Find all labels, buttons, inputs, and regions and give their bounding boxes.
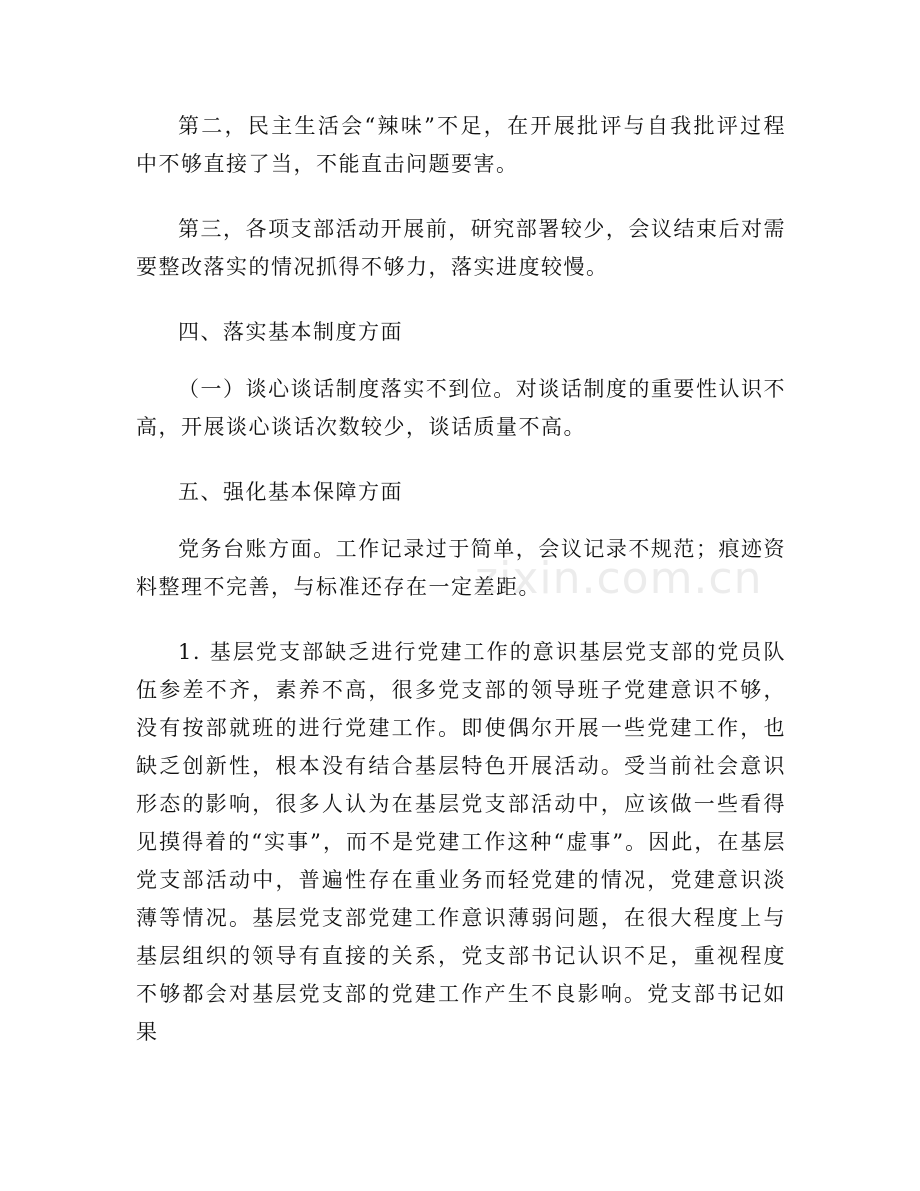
paragraph-point-one: 1. 基层党支部缺乏进行党建工作的意识基层党支部的党员队伍参差不齐，素养不高，很多党支部的领导班子党建意识不够，没有按部就班的进行党建工作。即使偶尔开展一些党建工作，也缺乏创新性，根本没有结合基层特色开展活动。受当前社会意识形态的影响，很多人认为在基层党支部活动中，应该做一些看得见摸得着的“实事”，而不是党建工作这种“虚事”。因此，在基层党支部活动中，普遍性存在重业务而轻党建的情况，党建意识淡薄等情况。基层党支部党建工作意识薄弱问题，在很大程度上与基层组织的领导有直接的关系，党支部书记认识不足，重视程度不够都会对基层党支部的党建工作产生不良影响。党支部书记如果 — [136, 640, 786, 1044]
paragraph-party-ledger: 党务台账方面。工作记录过于简单，会议记录不规范；痕迹资料整理不完善，与标准还存在一定差距。 — [136, 537, 786, 599]
section-heading-basic-guarantee: 五、强化基本保障方面 — [178, 480, 403, 504]
paragraph-third-point: 第三，各项支部活动开展前，研究部署较少，会议结束后对需要整改落实的情况抓得不够力，落实进度较慢。 — [136, 217, 786, 279]
section-heading-basic-system: 四、落实基本制度方面 — [178, 320, 403, 344]
paragraph-heart-talk: （一）谈心谈话制度落实不到位。对谈话制度的重要性认识不高，开展谈心谈话次数较少，谈话质量不高。 — [136, 377, 786, 439]
paragraph-second-point: 第二，民主生活会“辣味”不足，在开展批评与自我批评过程中不够直接了当，不能直击问题要害。 — [136, 114, 786, 176]
watermark-logo: zixin.com.cn — [475, 553, 763, 604]
